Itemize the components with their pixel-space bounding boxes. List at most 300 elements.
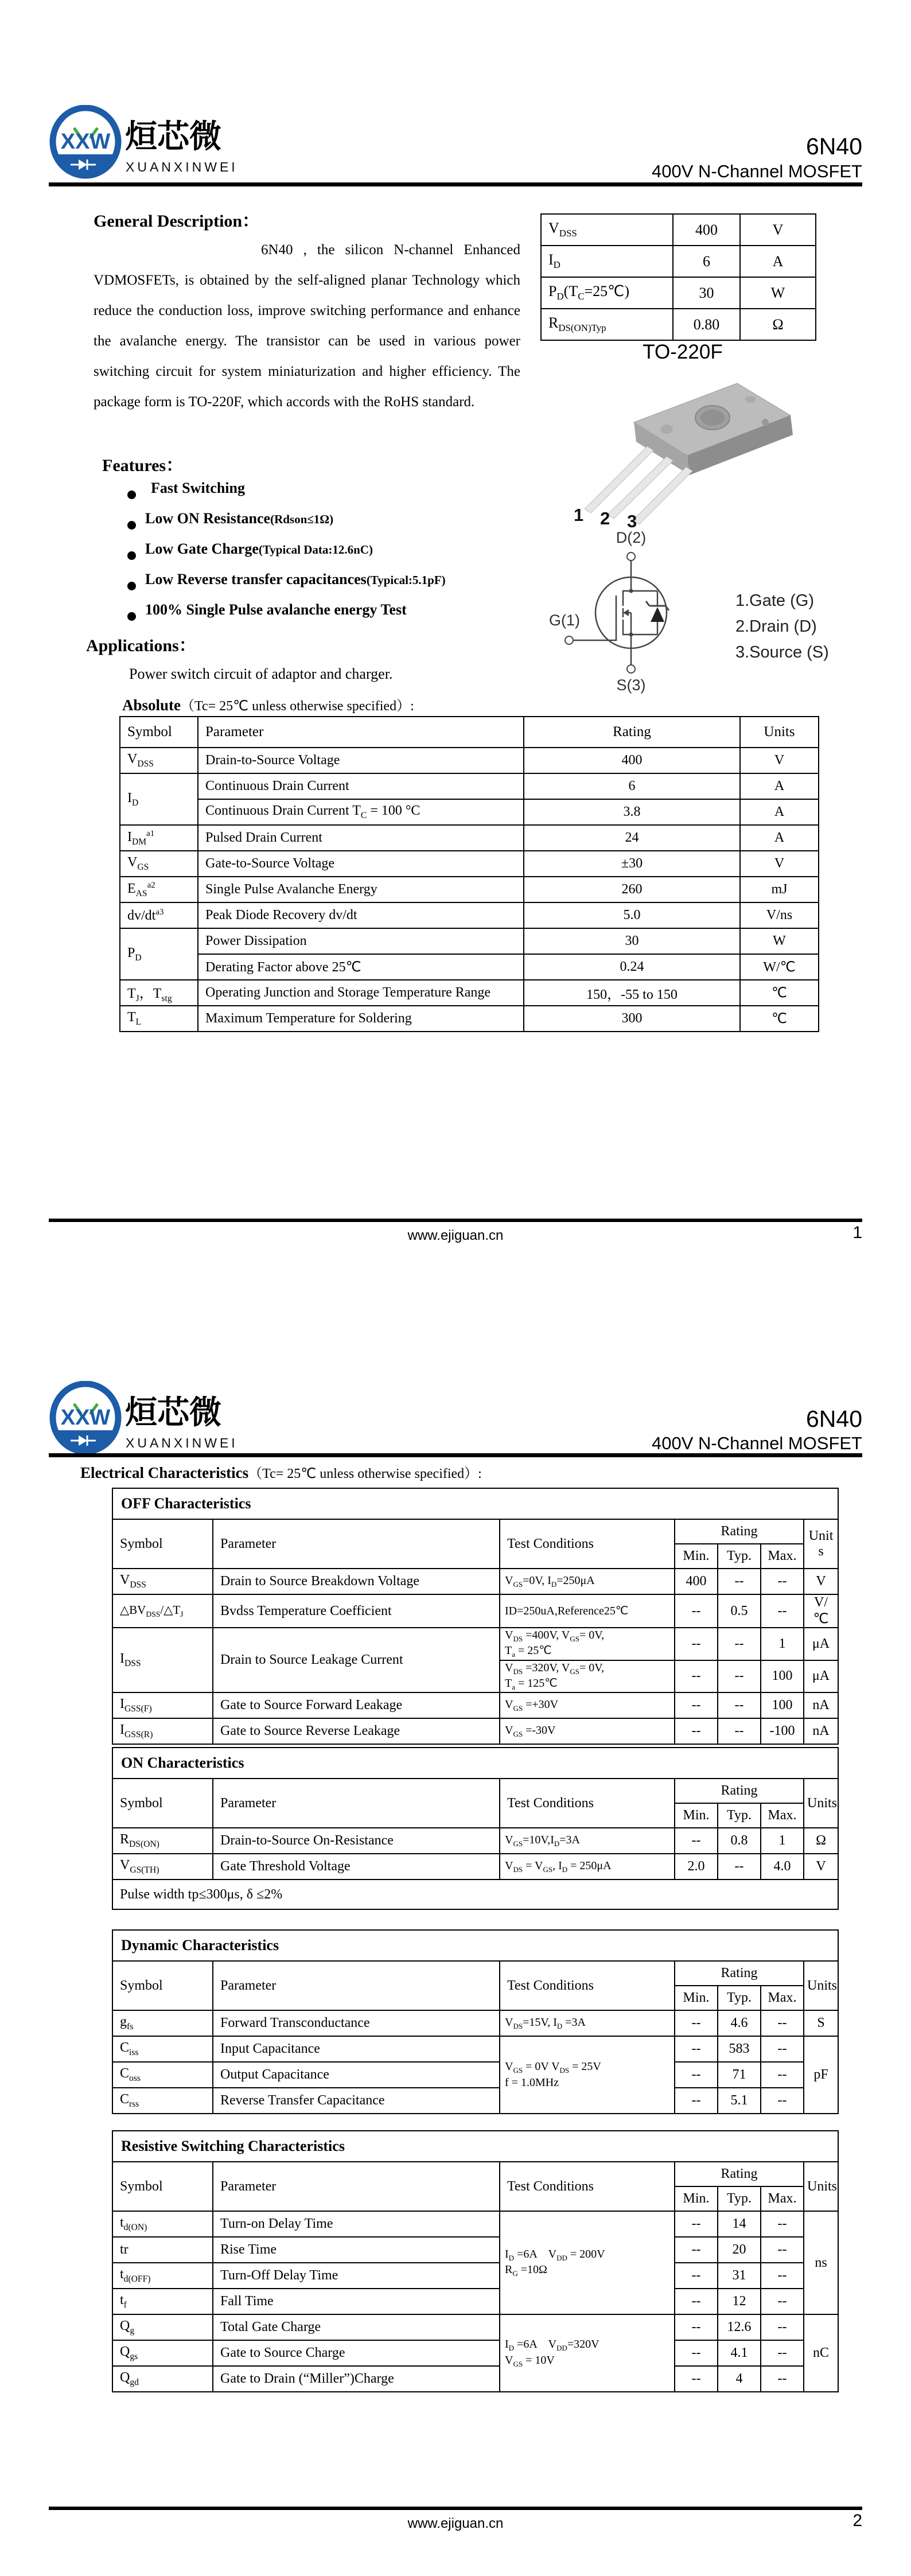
table-row: [112, 1854, 838, 1880]
symbol-cell: $T_J$，$T_{stg}$: [120, 980, 198, 1006]
units-cell: nA: [804, 1692, 838, 1718]
symbol-cell: $t_f$: [112, 2289, 213, 2314]
on-characteristics-table: [112, 1747, 839, 1910]
list-item: [127, 571, 446, 601]
table-header-row: [112, 2162, 838, 2186]
parameter-cell: Drain-to-Source Voltage: [198, 748, 524, 773]
off-characteristics-table: [112, 1488, 839, 1745]
units-cell: W/℃: [740, 954, 819, 980]
max-cell: 100: [761, 1692, 804, 1718]
col-symbol: Symbol: [112, 1779, 213, 1828]
rating-cell: 150，-55 to 150: [524, 980, 740, 1006]
section-header-row: [112, 1488, 838, 1519]
typ-cell: 71: [718, 2062, 761, 2088]
package-dimple: [660, 425, 673, 434]
rating-cell: 260: [524, 877, 740, 902]
typ-cell: --: [718, 1718, 761, 1744]
summary-unit: Ω: [740, 309, 816, 340]
symbol-cell: $I_{DM}^{a1}$: [120, 825, 198, 851]
max-cell: --: [761, 2062, 804, 2088]
parameter-cell: Drain to Source Breakdown Voltage: [213, 1569, 500, 1594]
package-dimple: [762, 419, 769, 426]
typ-cell: --: [718, 1569, 761, 1594]
parameter-cell: Power Dissipation: [198, 928, 524, 954]
symbol-cell: $C_{iss}$: [112, 2036, 213, 2062]
col-typ: Typ.: [718, 1803, 761, 1828]
summary-param: $P_D(T_C=25℃)$: [541, 277, 673, 309]
min-cell: 400: [675, 1569, 718, 1594]
symbol-cell: $t_{d(OFF)}$: [112, 2263, 213, 2289]
units-cell: mJ: [740, 877, 819, 902]
max-cell: --: [761, 2314, 804, 2340]
table-row: [120, 928, 819, 954]
pin-label-1: 1: [574, 505, 584, 525]
parameter-cell: Rise Time: [213, 2237, 500, 2263]
units-cell: pF: [804, 2036, 838, 2114]
parameter-cell: Single Pulse Avalanche Energy: [198, 877, 524, 902]
rating-cell: 0.24: [524, 954, 740, 980]
footer-website: www.ejiguan.cn: [407, 2516, 504, 2531]
footer-website: www.ejiguan.cn: [407, 1228, 504, 1243]
heading-rest: （Tc= 25℃ unless otherwise specified）:: [181, 699, 414, 714]
max-cell: --: [761, 1569, 804, 1594]
typ-cell: 4: [718, 2366, 761, 2392]
typ-cell: 583: [718, 2036, 761, 2062]
parameter-cell: Forward Transconductance: [213, 2010, 500, 2036]
package-image: [568, 365, 815, 537]
units-cell: Ω: [804, 1828, 838, 1854]
col-max: Max.: [761, 1544, 804, 1569]
parameter-cell: Bvdss Temperature Coefficient: [213, 1594, 500, 1628]
units-cell: V/℃: [804, 1594, 838, 1628]
feature-text: Low Gate Charge: [145, 540, 259, 557]
electrical-characteristics-heading: [80, 1462, 482, 1482]
table-row: [112, 2289, 838, 2314]
pin-legend-gate: 1.Gate (G): [735, 592, 814, 610]
pin-label-3: 3: [627, 511, 637, 531]
col-max: Max.: [761, 2186, 804, 2211]
typ-cell: --: [718, 1854, 761, 1880]
max-cell: --: [761, 2289, 804, 2314]
absolute-ratings-table: [119, 716, 819, 1032]
symbol-cell: $V_{DSS}$: [112, 1569, 213, 1594]
section-header-row: [112, 1930, 838, 1961]
parameter-cell: Reverse Transfer Capacitance: [213, 2088, 500, 2114]
page-number: 2: [852, 2511, 862, 2530]
col-symbol: Symbol: [112, 1519, 213, 1569]
symbol-cell: $V_{DSS}$: [120, 748, 198, 773]
table-row: [112, 1594, 838, 1628]
list-item: [127, 601, 446, 632]
min-cell: --: [675, 1594, 718, 1628]
max-cell: --: [761, 2340, 804, 2366]
min-cell: --: [675, 2340, 718, 2366]
min-cell: --: [675, 1692, 718, 1718]
col-parameter: Parameter: [213, 1519, 500, 1569]
conditions-cell: $V_{GS}=0V$, $I_D=250\mu A$: [500, 1569, 675, 1594]
units-cell: V: [740, 851, 819, 877]
bullet-icon: [127, 491, 136, 499]
symbol-cell: $Q_g$: [112, 2314, 213, 2340]
min-cell: --: [675, 1718, 718, 1744]
typ-cell: --: [718, 1628, 761, 1660]
units-cell: ℃: [740, 980, 819, 1006]
bullet-icon: [127, 551, 136, 560]
typ-cell: --: [718, 1660, 761, 1693]
brand-name-cn: 烜芯微: [125, 1395, 221, 1431]
table-row: [541, 246, 816, 277]
table-row: [120, 773, 819, 799]
logo-monogram: XXW: [60, 1406, 111, 1430]
table-row: [112, 2263, 838, 2289]
min-cell: --: [675, 2263, 718, 2289]
applications-heading: Applications：: [86, 636, 196, 655]
summary-value: 30: [673, 277, 740, 309]
max-cell: -100: [761, 1718, 804, 1744]
table-row: [112, 1718, 838, 1744]
min-cell: --: [675, 2062, 718, 2088]
parameter-cell: Gate to Source Charge: [213, 2340, 500, 2366]
min-cell: --: [675, 2036, 718, 2062]
part-subtitle: 400V N-Channel MOSFET: [652, 1433, 862, 1453]
col-max: Max.: [761, 1986, 804, 2010]
summary-param: $I_D$: [541, 246, 673, 277]
symbol-cell: $C_{oss}$: [112, 2062, 213, 2088]
heading-rest: （Tc= 25℃ unless otherwise specified）:: [248, 1466, 482, 1481]
features-heading: Features：: [102, 456, 184, 475]
rating-cell: ±30: [524, 851, 740, 877]
typ-cell: 12: [718, 2289, 761, 2314]
table-row: [112, 2366, 838, 2392]
symbol-cell: $V_{GS}$: [120, 851, 198, 877]
summary-unit: W: [740, 277, 816, 309]
units-cell: A: [740, 773, 819, 799]
table-row: [120, 980, 819, 1006]
absolute-ratings-heading: [122, 694, 414, 714]
table-row: [120, 902, 819, 928]
section-header-row: [112, 2131, 838, 2162]
col-parameter: Parameter: [213, 1961, 500, 2010]
package-dimple: [745, 396, 756, 403]
col-units: Units: [804, 2162, 838, 2211]
symbol-cell: $I_D$: [120, 773, 198, 825]
min-cell: --: [675, 2211, 718, 2237]
dynamic-characteristics-table: [112, 1929, 839, 2114]
package-hole-inner: [700, 410, 725, 426]
feature-note: (Typical:5.1pF): [366, 573, 446, 587]
conditions-cell: ID=250uA,Reference25℃: [500, 1594, 675, 1628]
feature-text: 100% Single Pulse avalanche energy Test: [145, 601, 407, 618]
table-row: [112, 1628, 838, 1660]
rating-cell: 400: [524, 748, 740, 773]
parameter-cell: Gate-to-Source Voltage: [198, 851, 524, 877]
max-cell: --: [761, 2366, 804, 2392]
table-header-row: [120, 717, 819, 748]
col-max: Max.: [761, 1803, 804, 1828]
units-cell: μA: [804, 1628, 838, 1660]
section-header-row: [112, 1748, 838, 1779]
max-cell: --: [761, 2237, 804, 2263]
table-row: [112, 2036, 838, 2062]
max-cell: 100: [761, 1660, 804, 1693]
rating-cell: 6: [524, 773, 740, 799]
min-cell: --: [675, 2314, 718, 2340]
table-row: [112, 2237, 838, 2263]
symbol-cell: $Q_{gs}$: [112, 2340, 213, 2366]
min-cell: --: [675, 2088, 718, 2114]
brand-name-en: XUANXINWEI: [126, 159, 238, 174]
section-title: Dynamic Characteristics: [112, 1930, 838, 1961]
col-parameter: Parameter: [213, 1779, 500, 1828]
section-title: Resistive Switching Characteristics: [112, 2131, 838, 2162]
typ-cell: 20: [718, 2237, 761, 2263]
typ-cell: 4.6: [718, 2010, 761, 2036]
feature-text: Fast Switching: [151, 480, 245, 496]
typ-cell: 5.1: [718, 2088, 761, 2114]
drain-label: D(2): [616, 529, 647, 546]
pin-legend-drain: 2.Drain (D): [735, 617, 817, 636]
rating-cell: 300: [524, 1006, 740, 1032]
brand-name-en: XUANXINWEI: [126, 1435, 238, 1450]
typ-cell: 0.8: [718, 1828, 761, 1854]
parameter-cell: Input Capacitance: [213, 2036, 500, 2062]
switching-characteristics-table: [112, 2130, 839, 2392]
col-min: Min.: [675, 1986, 718, 2010]
pin-legend-source: 3.Source (S): [735, 643, 829, 661]
parameter-cell: Gate to Source Reverse Leakage: [213, 1718, 500, 1744]
units-cell: A: [740, 825, 819, 851]
max-cell: --: [761, 2211, 804, 2237]
col-units: Units: [740, 717, 819, 748]
col-rating: Rating: [675, 2162, 804, 2186]
max-cell: 4.0: [761, 1854, 804, 1880]
feature-note: (Typical Data:12.6nC): [258, 543, 373, 557]
table-row: [541, 277, 816, 309]
units-cell: V: [804, 1569, 838, 1594]
brand-name-cn: 烜芯微: [125, 119, 221, 155]
footer-rule: [49, 1219, 862, 1222]
min-cell: 2.0: [675, 1854, 718, 1880]
part-subtitle: 400V N-Channel MOSFET: [652, 161, 862, 181]
col-min: Min.: [675, 2186, 718, 2211]
typ-cell: 31: [718, 2263, 761, 2289]
min-cell: --: [675, 1660, 718, 1693]
features-list: [127, 480, 446, 632]
typ-cell: --: [718, 1692, 761, 1718]
summary-value: 400: [673, 214, 740, 246]
table-row: [112, 2340, 838, 2366]
min-cell: --: [675, 2289, 718, 2314]
pulse-note: Pulse width tp≤300μs, δ ≤2%: [112, 1880, 838, 1909]
section-title: ON Characteristics: [112, 1748, 838, 1779]
table-row: [112, 2062, 838, 2088]
bullet-icon: [127, 612, 136, 621]
units-cell: μA: [804, 1660, 838, 1693]
summary-value: 6: [673, 246, 740, 277]
col-parameter: Parameter: [213, 2162, 500, 2211]
datasheet-page-2: [0, 1288, 911, 2576]
typ-cell: 4.1: [718, 2340, 761, 2366]
summary-value: 0.80: [673, 309, 740, 340]
gate-label: G(1): [549, 612, 580, 629]
parameter-cell: Gate Threshold Voltage: [213, 1854, 500, 1880]
rating-cell: 5.0: [524, 902, 740, 928]
general-description-text: 6N40 , the silicon N-channel Enhanced VDMOSFETs, is obtained by the self-aligned planar Technology which reduce the conduction loss, improve switching performance and enhance the avalanche energy. The transistor can be used in various power switching circuit for system miniaturization and higher efficiency. The package form is TO-220F, which accords with the RoHS standard.: [94, 242, 520, 410]
list-item: [127, 540, 446, 571]
table-row: [541, 214, 816, 246]
table-row: [541, 309, 816, 340]
list-item: [127, 480, 446, 510]
col-units: Units: [804, 1961, 838, 2010]
mosfet-symbol-diagram: [545, 515, 866, 707]
col-parameter: Parameter: [198, 717, 524, 748]
col-test-conditions: Test Conditions: [500, 2162, 675, 2211]
min-cell: --: [675, 2366, 718, 2392]
parameter-cell: Derating Factor above 25℃: [198, 954, 524, 980]
table-row: [120, 748, 819, 773]
rating-cell: 24: [524, 825, 740, 851]
max-cell: --: [761, 2036, 804, 2062]
logo-monogram: XXW: [60, 130, 111, 154]
conditions-cell: $V_{DS} =400V$, $V_{GS}= 0V$, $T_a$ = 25℃: [500, 1628, 675, 1660]
summary-ratings-table: [540, 213, 816, 341]
parameter-cell: Pulsed Drain Current: [198, 825, 524, 851]
parameter-cell: Maximum Temperature for Soldering: [198, 1006, 524, 1032]
table-row: [112, 1692, 838, 1718]
table-row: [120, 877, 819, 902]
col-rating: Rating: [675, 1519, 804, 1544]
header-rule: [49, 1453, 862, 1457]
package-title: TO-220F: [643, 341, 723, 363]
table-row: [120, 799, 819, 825]
company-logo: [49, 1381, 247, 1458]
bullet-icon: [127, 521, 136, 530]
symbol-cell: $g_{fs}$: [112, 2010, 213, 2036]
parameter-cell: Drain to Source Leakage Current: [213, 1628, 500, 1692]
units-cell: W: [740, 928, 819, 954]
units-cell: S: [804, 2010, 838, 2036]
symbol-cell: $dv/dt^{a3}$: [120, 902, 198, 928]
symbol-cell: $I_{DSS}$: [112, 1628, 213, 1692]
units-cell: A: [740, 799, 819, 825]
conditions-cell: $V_{GS} =-30V$: [500, 1718, 675, 1744]
col-symbol: Symbol: [112, 1961, 213, 2010]
symbol-cell: $V_{GS(TH)}$: [112, 1854, 213, 1880]
symbol-cell: $I_{GSS(R)}$: [112, 1718, 213, 1744]
part-number: 6N40: [805, 133, 862, 159]
col-test-conditions: Test Conditions: [500, 1519, 675, 1569]
min-cell: --: [675, 2237, 718, 2263]
col-test-conditions: Test Conditions: [500, 1961, 675, 2010]
list-item: [127, 510, 446, 540]
units-cell: ns: [804, 2211, 838, 2314]
symbol-cell: $\triangle BV_{DSS}/\triangle T_J$: [112, 1594, 213, 1628]
part-number: 6N40: [805, 1406, 862, 1432]
symbol-cell: $T_L$: [120, 1006, 198, 1032]
conditions-cell: $I_D =6A$ $V_{DD} = 200V$ $R_G =10\Omega$: [500, 2211, 675, 2314]
parameter-cell: Continuous Drain Current $T_C = 100$ °C: [198, 799, 524, 825]
parameter-cell: Fall Time: [213, 2289, 500, 2314]
summary-unit: A: [740, 246, 816, 277]
conditions-cell: $V_{DS} = V_{GS}$, $I_D = 250\mu A$: [500, 1854, 675, 1880]
bullet-icon: [127, 582, 136, 590]
section-title: OFF Characteristics: [112, 1488, 838, 1519]
table-row: [120, 851, 819, 877]
units-cell: V: [740, 748, 819, 773]
table-row: [112, 2010, 838, 2036]
units-cell: V: [804, 1854, 838, 1880]
units-cell: nC: [804, 2314, 838, 2392]
symbol-cell: $Q_{gd}$: [112, 2366, 213, 2392]
typ-cell: 14: [718, 2211, 761, 2237]
min-cell: --: [675, 2010, 718, 2036]
conditions-cell: $I_D =6A$ $V_{DD}=320V$ $V_{GS} = 10V$: [500, 2314, 675, 2392]
body-diode: [651, 607, 664, 622]
col-typ: Typ.: [718, 1544, 761, 1569]
summary-param: $R_{DS(ON)Typ}$: [541, 309, 673, 340]
table-header-row: [112, 1961, 838, 1986]
company-logo: [49, 105, 247, 182]
conditions-cell: $V_{GS} = 0V$ $V_{DS} = 25V$ f = 1.0MHz: [500, 2036, 675, 2114]
col-min: Min.: [675, 1544, 718, 1569]
table-row: [112, 1828, 838, 1854]
col-units: Units: [804, 1779, 838, 1828]
col-rating: Rating: [524, 717, 740, 748]
col-symbol: Symbol: [120, 717, 198, 748]
parameter-cell: Gate to Drain (“Miller”)Charge: [213, 2366, 500, 2392]
parameter-cell: Operating Junction and Storage Temperature Range: [198, 980, 524, 1006]
parameter-cell: Gate to Source Forward Leakage: [213, 1692, 500, 1718]
col-rating: Rating: [675, 1961, 804, 1986]
rating-cell: 30: [524, 928, 740, 954]
units-cell: nA: [804, 1718, 838, 1744]
table-row: [112, 1569, 838, 1594]
min-cell: --: [675, 1828, 718, 1854]
col-rating: Rating: [675, 1779, 804, 1803]
footer-rule: [49, 2507, 862, 2510]
parameter-cell: Turn-on Delay Time: [213, 2211, 500, 2237]
max-cell: --: [761, 2010, 804, 2036]
conditions-cell: $V_{DS}=15V$, $I_D =3A$: [500, 2010, 675, 2036]
parameter-cell: Turn-Off Delay Time: [213, 2263, 500, 2289]
units-cell: ℃: [740, 1006, 819, 1032]
summary-unit: V: [740, 214, 816, 246]
min-cell: --: [675, 1628, 718, 1660]
parameter-cell: Total Gate Charge: [213, 2314, 500, 2340]
parameter-cell: Output Capacitance: [213, 2062, 500, 2088]
conditions-cell: $V_{DS} =320V$, $V_{GS}= 0V$, $T_a$ = 125℃: [500, 1660, 675, 1693]
symbol-cell: tr: [112, 2237, 213, 2263]
col-units: Unit s: [804, 1519, 838, 1569]
max-cell: 1: [761, 1828, 804, 1854]
symbol-cell: $I_{GSS(F)}$: [112, 1692, 213, 1718]
symbol-cell: $E_{AS}^{a2}$: [120, 877, 198, 902]
max-cell: --: [761, 2263, 804, 2289]
channel-arrow: [623, 609, 629, 616]
col-typ: Typ.: [718, 2186, 761, 2211]
conditions-cell: $V_{GS}=10V,I_D=3A$: [500, 1828, 675, 1854]
typ-cell: 12.6: [718, 2314, 761, 2340]
typ-cell: 0.5: [718, 1594, 761, 1628]
feature-text: Low ON Resistance: [145, 510, 271, 527]
table-row: [120, 1006, 819, 1032]
header-rule: [49, 182, 862, 186]
symbol-cell: $C_{rss}$: [112, 2088, 213, 2114]
feature-note: (Rdson≤1Ω): [270, 512, 334, 526]
general-description-heading: General Description：: [94, 212, 260, 231]
heading-bold: Electrical Characteristics: [80, 1464, 249, 1481]
rating-cell: 3.8: [524, 799, 740, 825]
